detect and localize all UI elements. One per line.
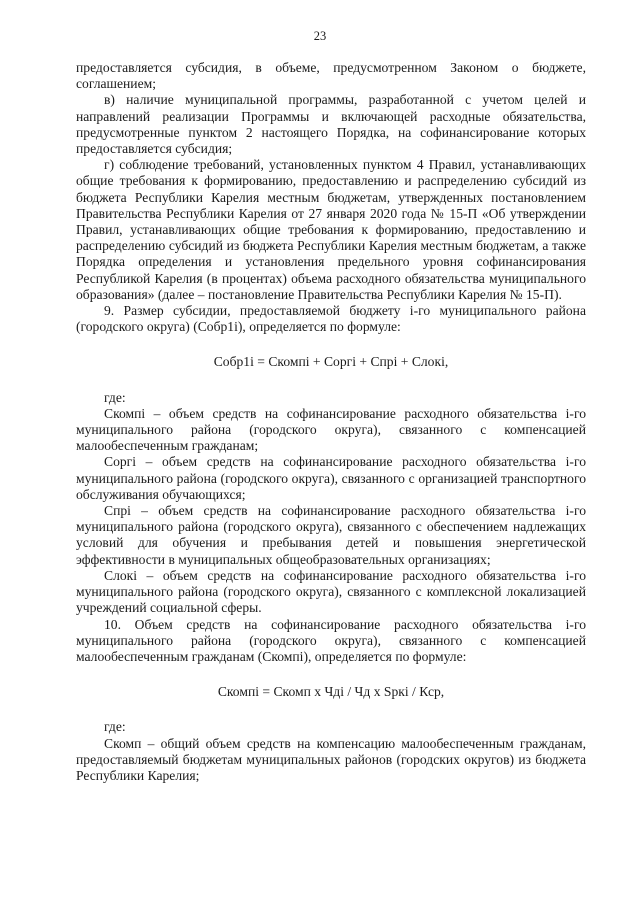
definition: Спрi – объем средств на софинансирование расходного обязательства i-го муниципального района (городского округа), связанного с обеспечением надлежащих условий для обучения и пребывания детей и повышения энергетической эффективности в муниципальных общеобразовательных организациях; [76, 503, 586, 567]
paragraph: 9. Размер субсидии, предоставляемой бюджету i-го муниципального района (городского округа) (Собр1i), определяется по формуле: [76, 303, 586, 335]
formula-subsidy-total: Собр1i = Скомпi + Соргi + Спрi + Слокi, [213, 354, 449, 370]
document-body [76, 60, 586, 784]
paragraph: предоставляется субсидия, в объеме, предусмотренном Законом о бюджете, соглашением; [76, 60, 586, 92]
where-label: где: [104, 389, 126, 405]
definition: Соргi – объем средств на софинансирование расходного обязательства i-го муниципального района (городского округа), связанного с организацией транспортного обслуживания обучающихся; [76, 454, 586, 502]
page-number: 23 [313, 29, 327, 43]
definition: Скомп – общий объем средств на компенсацию малообеспеченным гражданам, предоставляемый бюджетам муниципальных районов (городских округов) из бюджета Республики Карелия; [76, 735, 586, 783]
paragraph: 10. Объем средств на софинансирование расходного обязательства i-го муниципального района (городского округа), связанного с компенсацией малообеспеченным гражданам (Скомпi), определяется по формуле: [76, 616, 586, 664]
formula-compensation: Скомпi = Скомп x Чдi / Чд x Sркi / Кср, [217, 684, 445, 700]
paragraph: г) соблюдение требований, установленных пунктом 4 Правил, устанавливающих общие требования к формированию, предоставлению и распределению субсидий из бюджета Республики Карелия местным бюджетам, утвержденных постановлением Правительства Республики Карелия от 27 января 2020 года № 15-П «Об утверждении Правил, устанавливающих общие требования к формированию, предоставлению и распределению субсидий из бюджета Республики Карелия местным бюджетам, а также Порядка определения и установления предельного уровня софинансирования Республикой Карелия (в процентах) объема расходного обязательства муниципального образования» (далее – постановление Правительства Республики Карелия № 15-П). [76, 157, 586, 302]
paragraph: в) наличие муниципальной программы, разработанной с учетом целей и направлений реализации Программы и включающей расходные обязательства, предусмотренные пунктом 2 настоящего Порядка, на софинансирование которых предоставляется субсидия; [76, 92, 586, 157]
where-label: где: [104, 719, 126, 735]
definition: Скомпi – объем средств на софинансирование расходного обязательства i-го муниципального района (городского округа), связанного с компенсацией малообеспеченным гражданам; [76, 405, 586, 454]
definition: Слокi – объем средств на софинансирование расходного обязательства i-го муниципального района (городского округа), связанного с комплексной локализацией учреждений социальной сферы. [76, 567, 586, 616]
